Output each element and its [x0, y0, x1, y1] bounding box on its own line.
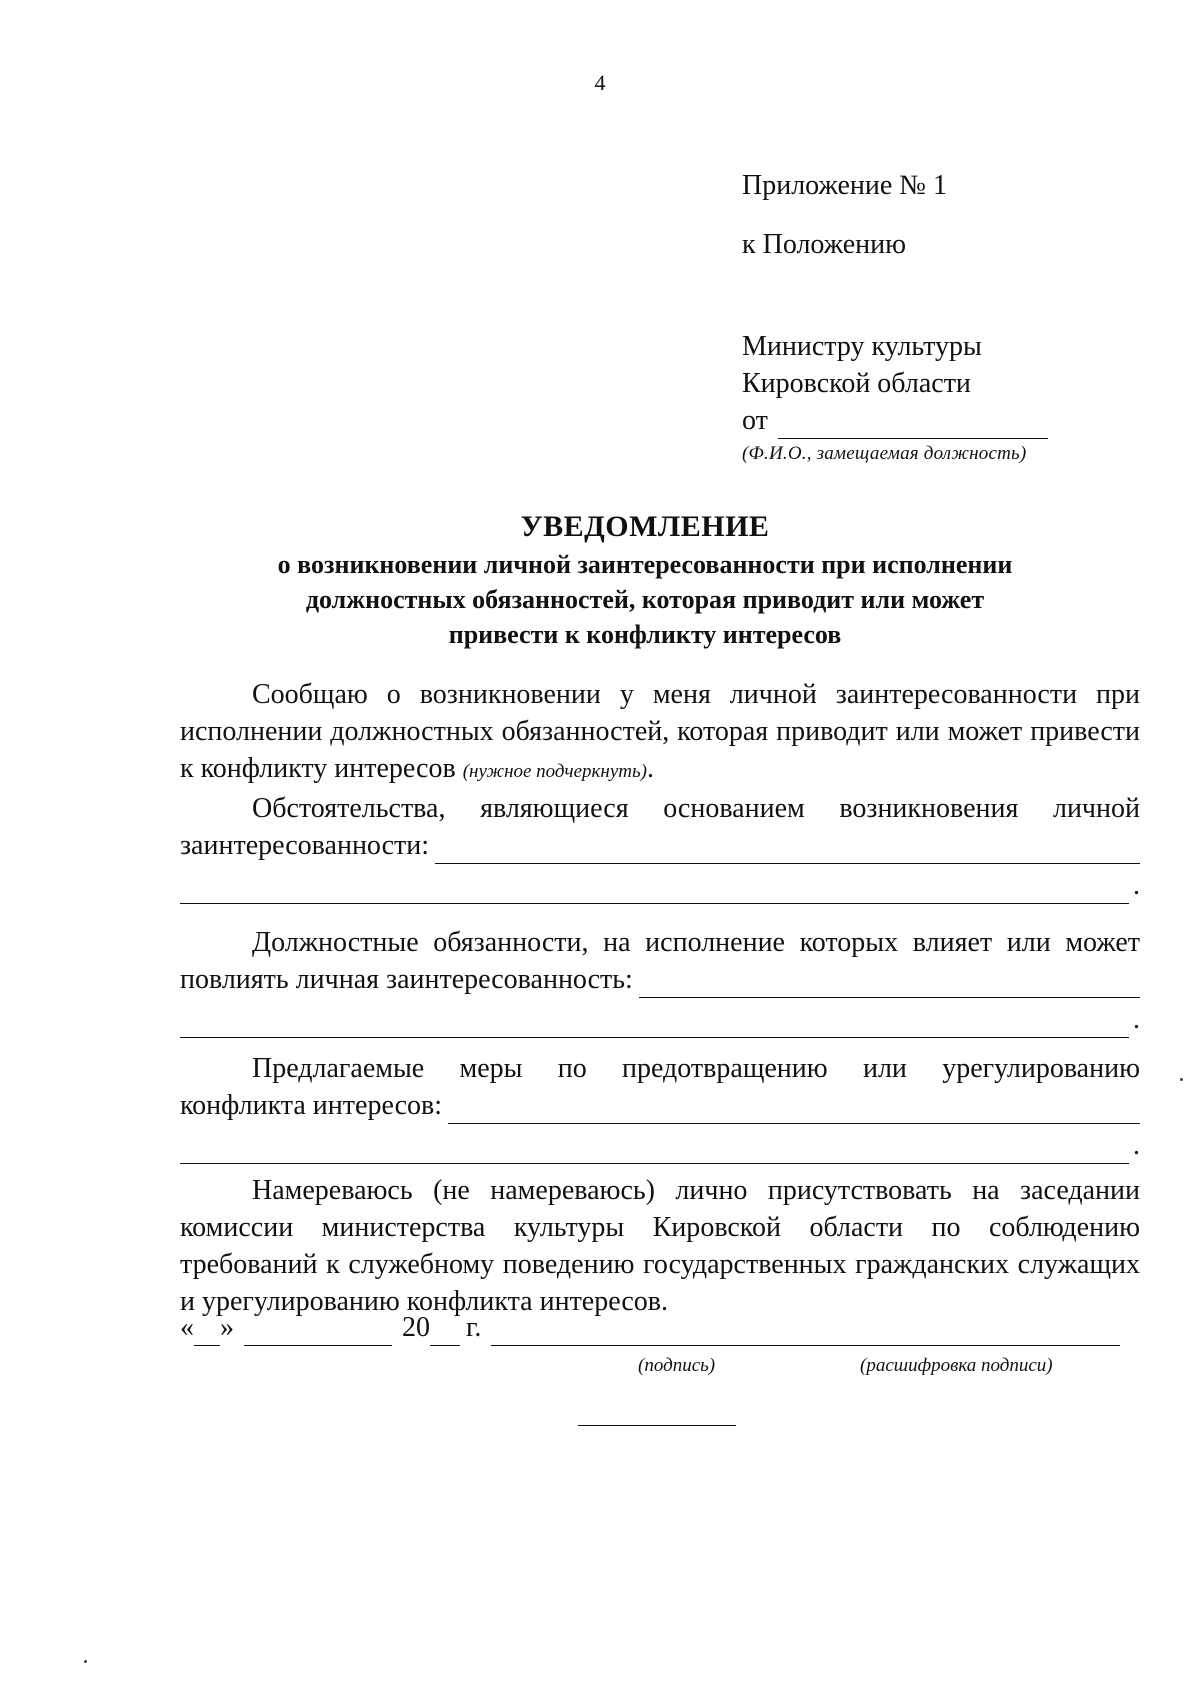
scan-speck: [84, 1660, 87, 1663]
appendix-number: Приложение № 1: [742, 170, 947, 201]
scan-speck: [1180, 1078, 1183, 1081]
from-label: от: [742, 405, 768, 436]
title-line3: привести к конфликту интересов: [448, 620, 842, 649]
title-main: УВЕДОМЛЕНИЕ: [520, 510, 770, 543]
measures-blank-line: [180, 1124, 1140, 1164]
measures-fill-line: [180, 1087, 1140, 1124]
title-line1: о возникновении личной заинтересованности при исполнении: [277, 550, 1013, 579]
page-number: 4: [594, 70, 606, 95]
quote-open: «: [180, 1312, 194, 1343]
duties-fill-line: [180, 961, 1140, 998]
line-end-dot: .: [1133, 1004, 1140, 1035]
appendix-header: [742, 168, 947, 262]
year-blank[interactable]: [430, 1319, 460, 1346]
duties-blank-line: [180, 998, 1140, 1038]
signature-blank[interactable]: [491, 1319, 1120, 1346]
signature-block: [180, 1310, 1120, 1376]
circumstances-blank-line: [180, 864, 1140, 904]
title-line2: должностных обязанностей, которая приводит или может: [305, 585, 985, 614]
from-line: [742, 402, 1048, 439]
addressee-line2: Кировской области: [742, 368, 971, 399]
measures-blank[interactable]: [448, 1097, 1140, 1124]
signature-hint: (подпись): [638, 1355, 716, 1376]
signature-hints: [180, 1346, 1120, 1376]
paragraph-measures: Предлагаемые меры по предотвращению или урегулированию: [252, 1053, 1140, 1084]
year-suffix: г.: [466, 1312, 482, 1343]
month-blank[interactable]: [244, 1319, 392, 1346]
line-end-dot: .: [1133, 1130, 1140, 1161]
duties-blank[interactable]: [639, 971, 1140, 998]
year-prefix: 20: [402, 1312, 430, 1343]
paragraph-notification-text: Сообщаю о возникновении у меня личной заинтересованности при исполнении должностных обязанностей, которая приводит или может привести к конфликту интересов: [180, 679, 1140, 784]
measures-label: конфликта интересов:: [180, 1090, 442, 1121]
paragraph-intention: Намереваюсь (не намереваюсь) лично присутствовать на заседании комиссии министерства культуры Кировской области по соблюдению требований к служебному поведению государственных гражданских служащих и урегулированию конфликта интересов.: [180, 1175, 1140, 1317]
underline-note: (нужное подчеркнуть): [462, 761, 647, 782]
date-signature-row: [180, 1310, 1120, 1346]
circumstances-fill-line: [180, 827, 1140, 864]
paragraph-circumstances: Обстоятельства, являющиеся основанием возникновения личной: [252, 793, 1140, 824]
day-blank[interactable]: [194, 1319, 220, 1346]
paragraph-duties: Должностные обязанности, на исполнение которых влияет или может: [252, 927, 1140, 958]
addressee-line1: Министру культуры: [742, 331, 982, 362]
end-separator: [578, 1425, 736, 1426]
document-title: [180, 508, 1110, 651]
circumstances-label: заинтересованности:: [180, 830, 430, 861]
appendix-reference: к Положению: [742, 229, 907, 260]
duties-label: повлиять личная заинтересованность:: [180, 964, 633, 995]
circumstances-blank-2[interactable]: [180, 873, 1129, 904]
addressee-block: [742, 328, 1048, 467]
paragraph-end-dot: .: [646, 753, 654, 784]
paragraph-notification: [180, 676, 1140, 790]
line-end-dot: .: [1133, 870, 1140, 901]
quote-close: »: [220, 1312, 234, 1343]
from-blank-field[interactable]: [778, 412, 1048, 439]
decoding-hint: (расшифровка подписи): [860, 1355, 1053, 1376]
circumstances-blank[interactable]: [435, 837, 1140, 864]
from-hint: (Ф.И.О., замещаемая должность): [742, 443, 1027, 464]
document-body: [180, 676, 1140, 1320]
duties-blank-2[interactable]: [180, 1007, 1129, 1038]
measures-blank-2[interactable]: [180, 1133, 1129, 1164]
